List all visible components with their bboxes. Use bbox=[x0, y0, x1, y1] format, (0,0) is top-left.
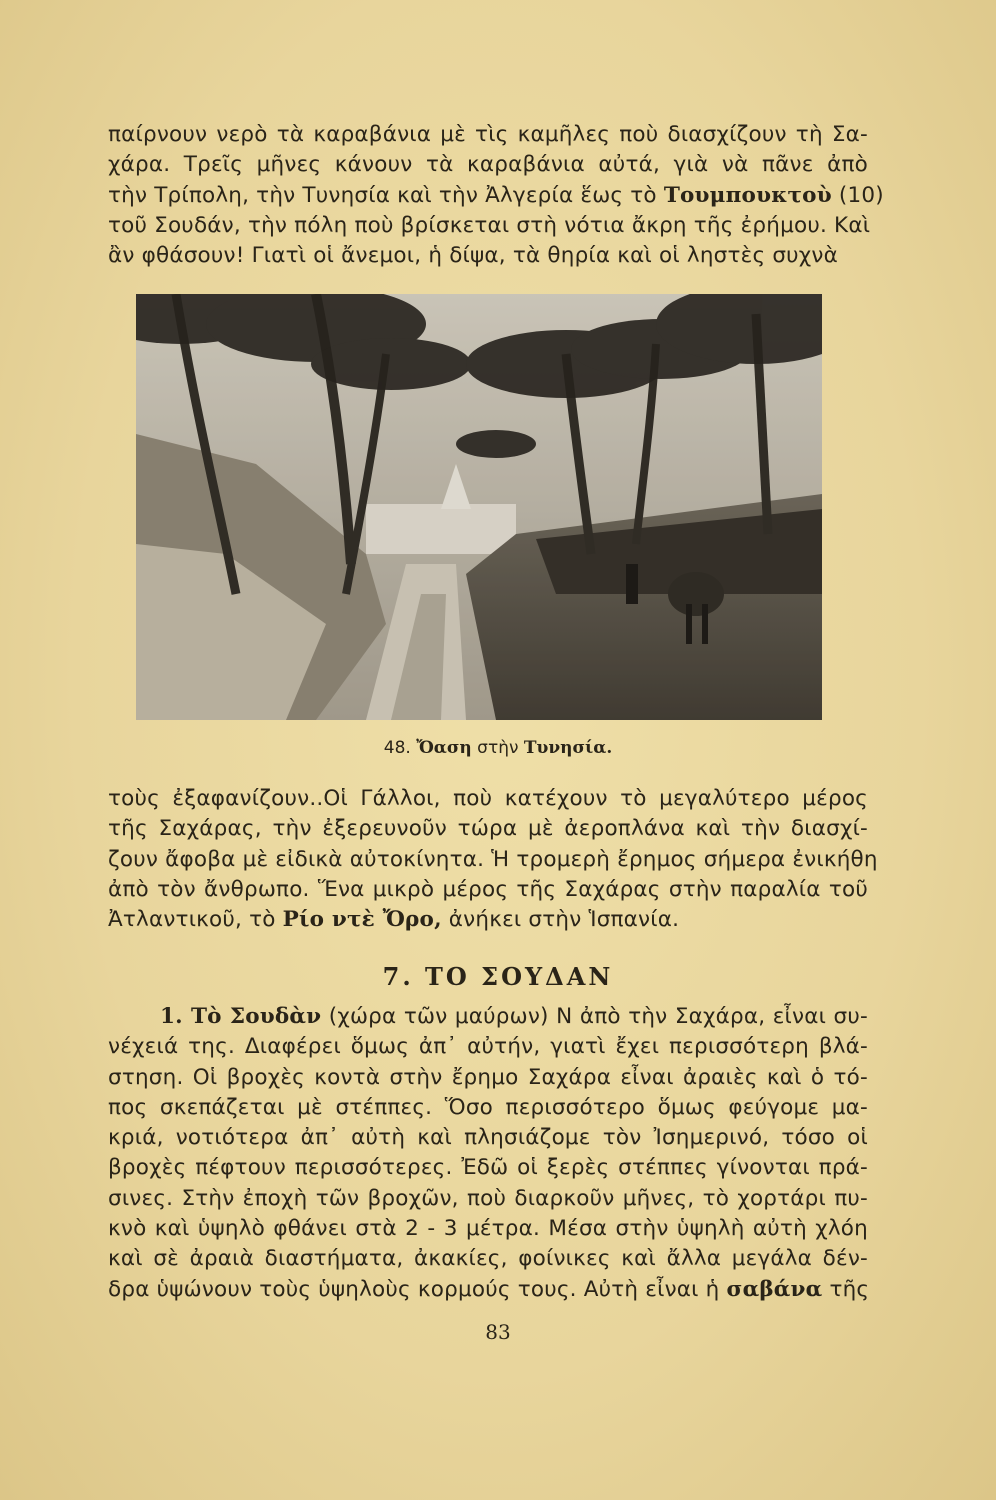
bold-term-timbuktu: Τουμπουκτοὺ bbox=[663, 182, 832, 208]
text-line: πος σκεπάζεται μὲ στέππες. Ὅσο περισσότερο ὅμως φεύγομε μα- bbox=[108, 1094, 868, 1120]
text-line: καὶ σὲ ἀραιὰ διαστήματα, ἀκακίες, φοίνικες καὶ ἄλλα μεγάλα δέν- bbox=[108, 1246, 868, 1272]
caption-oasis: Ὄαση bbox=[416, 738, 472, 758]
bottom-paragraph bbox=[108, 1002, 868, 1305]
text-segment: τὴν Τρίπολη, τὴν Τυνησία καὶ τὴν Ἀλγερία ἕως τὸ bbox=[108, 182, 664, 208]
text-line: κνὸ καὶ ὑψηλὸ φθάνει στὰ 2 - 3 μέτρα. Μέσα στὴν ὑψηλὴ αὐτὴ χλόη bbox=[108, 1216, 868, 1242]
text-line: κριά, νοτιότερα ἀπ᾽ αὐτὴ καὶ πλησιάζομε τὸν Ἰσημερινό, τόσο οἱ bbox=[108, 1125, 868, 1151]
text-line: παίρνουν νερὸ τὰ καραβάνια μὲ τὶς καμῆλες ποὺ διασχίζουν τὴ Σα- bbox=[108, 122, 868, 147]
text-segment: ἀνήκει στὴν Ἱσπανία. bbox=[441, 907, 680, 933]
text-segment: δρα ὑψώνουν τοὺς ὑψηλοὺς κορμούς τους. Αὐτὴ εἶναι ἡ bbox=[108, 1276, 727, 1302]
text-line: στηση. Οἱ βροχὲς κοντὰ στὴν ἔρημο Σαχάρα εἶναι ἀραιὲς καὶ ὁ τό- bbox=[108, 1064, 868, 1090]
text-segment: τῆς bbox=[822, 1276, 870, 1302]
caption-number: 48. bbox=[383, 738, 411, 758]
caption-tunisia: Τυνησία. bbox=[523, 738, 613, 758]
text-segment: Ἀτλαντικοῦ, τὸ bbox=[108, 907, 283, 933]
bold-term-rio-de-oro: Ρίο ντὲ Ὄρο, bbox=[282, 907, 442, 933]
section-title: 7. ΤΟ ΣΟΥΔΑΝ bbox=[382, 962, 614, 991]
text-line: νέχειά της. Διαφέρει ὅμως ἀπ᾽ αὐτήν, γιατὶ ἔχει περισσότερη βλά- bbox=[108, 1034, 868, 1060]
text-line: βροχὲς πέφτουν περισσότερες. Ἐδῶ οἱ ξερὲς στέππες γίνονται πρά- bbox=[108, 1155, 868, 1181]
text-line: σινες. Στὴν ἐποχὴ τῶν βροχῶν, ποὺ διαρκοῦν μῆνες, τὸ χορτάρι πυ- bbox=[108, 1185, 868, 1211]
text-line bbox=[108, 181, 884, 211]
text-line: τῆς Σαχάρας, τὴν ἐξερευνοῦν τώρα μὲ ἀεροπλάνα καὶ τὴν διασχί- bbox=[108, 816, 868, 842]
text-segment: (χώρα τῶν μαύρων) Ν ἀπὸ τὴν Σαχάρα, εἶναι συ- bbox=[321, 1004, 868, 1029]
bold-term-sudan: 1. Τὸ Σουδὰν bbox=[160, 1004, 322, 1029]
oasis-photo bbox=[136, 294, 822, 720]
text-line: ζουν ἄφοβα μὲ εἰδικὰ αὐτοκίνητα. Ἡ τρομερὴ ἔρημος σήμερα ἐνικήθη bbox=[108, 846, 878, 872]
footnote-ref: (10) bbox=[831, 182, 884, 208]
middle-paragraph bbox=[108, 784, 878, 935]
text-line bbox=[108, 1002, 868, 1032]
text-line bbox=[108, 1275, 868, 1305]
bold-term-savanna: σαβάνα bbox=[726, 1276, 823, 1302]
text-line: χάρα. Τρεῖς μῆνες κάνουν τὰ καραβάνια αὐτά, γιὰ νὰ πᾶνε ἀπὸ bbox=[108, 152, 868, 178]
text-line: ἂν φθάσουν! Γιατὶ οἱ ἄνεμοι, ἡ δίψα, τὰ θηρία καὶ οἱ ληστὲς συχνὰ bbox=[108, 243, 838, 269]
text-line: τοῦ Σουδάν, τὴν πόλη ποὺ βρίσκεται στὴ νότια ἄκρη τῆς ἐρήμου. Καὶ bbox=[108, 212, 871, 238]
top-paragraph bbox=[108, 120, 884, 271]
text-line: ἀπὸ τὸν ἄνθρωπο. Ἕνα μικρὸ μέρος τῆς Σαχάρας στὴν παραλία τοῦ bbox=[108, 876, 868, 902]
text-line: τοὺς ἐξαφανίζουν..Οἱ Γάλλοι, ποὺ κατέχουν τὸ μεγαλύτερο μέρος bbox=[108, 786, 868, 811]
caption-text: στὴν bbox=[471, 738, 524, 758]
text-line bbox=[108, 905, 868, 935]
figure-caption bbox=[0, 738, 996, 758]
oasis-illustration bbox=[136, 294, 822, 720]
page-number: 83 bbox=[485, 1320, 511, 1344]
